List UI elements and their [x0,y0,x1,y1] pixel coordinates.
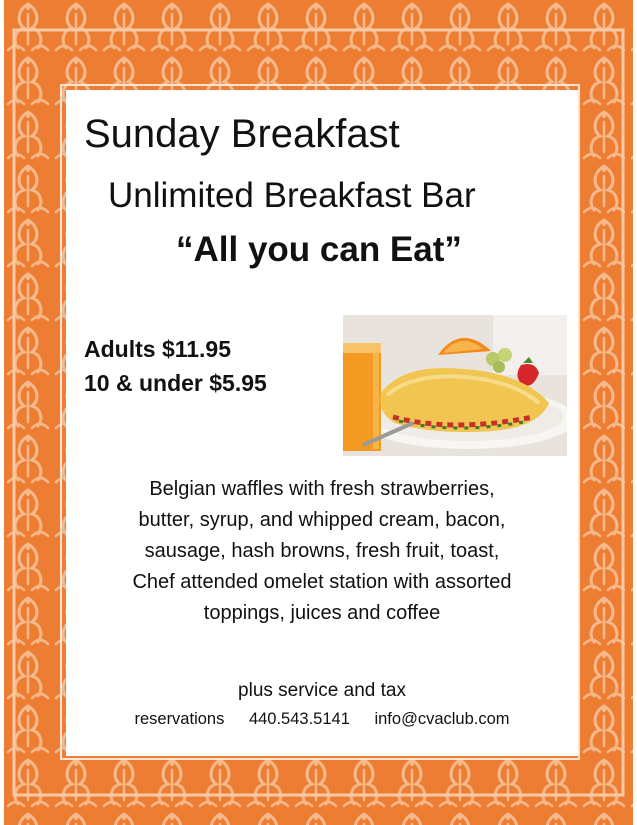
reservations-label: reservations [134,710,225,728]
description-line: sausage, hash browns, fresh fruit, toast, [144,540,500,562]
omelet-breakfast-icon [343,315,567,456]
page-title: Sunday Breakfast [84,112,400,156]
email-address: info@cvaclub.com [374,710,510,728]
contact-line [70,710,574,729]
menu-description [70,474,574,629]
phone-number: 440.543.5141 [248,710,350,728]
price-adults: Adults $11.95 [84,336,232,362]
subtitle: Unlimited Breakfast Bar [108,176,476,215]
price-children: 10 & under $5.95 [84,370,267,396]
description-line: Belgian waffles with fresh strawberries, [149,478,495,500]
omelet-photo [343,315,567,456]
service-tax-note: plus service and tax [238,680,406,701]
description-line: Chef attended omelet station with assorted [132,571,512,593]
tagline: “All you can Eat” [176,230,462,269]
description-line: butter, syrup, and whipped cream, bacon, [138,509,506,531]
description-line: toppings, juices and coffee [203,602,441,624]
